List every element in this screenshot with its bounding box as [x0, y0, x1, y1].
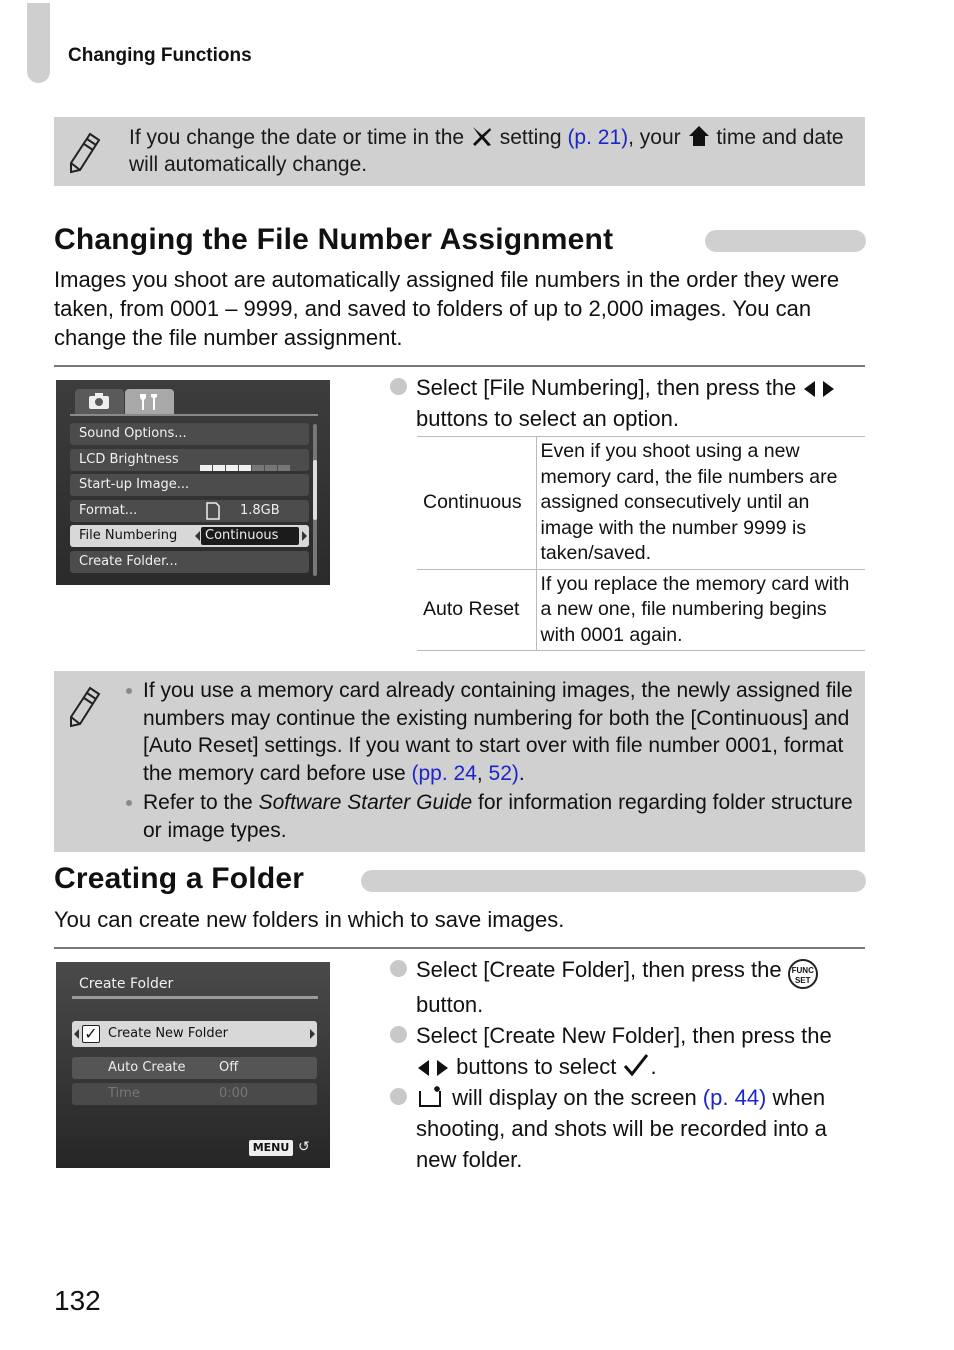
list-item — [124, 789, 853, 844]
left-right-buttons-icon — [802, 379, 836, 399]
menu-item-label: Sound Options... — [79, 426, 187, 441]
menu-item-label: Format... — [79, 503, 138, 518]
page-number: 132 — [54, 1285, 101, 1316]
menu-button-badge: MENU — [249, 1140, 293, 1156]
bullet-text: for information regarding folder structure or image types. — [143, 791, 853, 842]
pencil-icon — [68, 685, 102, 729]
menu-item-startup-image — [70, 474, 309, 496]
time-value: 0:00 — [219, 1086, 249, 1101]
guide-title: Software Starter Guide — [258, 791, 473, 814]
title-bar-decoration — [361, 870, 866, 892]
bullet-text: If you use a memory card already containing images, the newly assigned file numbers may continue the existing numbering for both the [Continuous] and [Auto Reset] settings. If you want to start over with file number 0001, format the memory card before use — [143, 679, 853, 785]
tools-icon — [125, 389, 174, 414]
menu-item-label: Time — [108, 1086, 140, 1101]
step-bullet — [390, 1026, 407, 1043]
right-arrow-icon — [310, 1029, 315, 1039]
menu-item-format — [70, 500, 309, 522]
screen-title: Create Folder — [79, 976, 174, 992]
bullet-text: . — [518, 761, 525, 785]
page-link-44[interactable]: (p. 44) — [702, 1085, 767, 1110]
note-bullet-list — [124, 677, 853, 846]
camera-screen-file-numbering — [56, 380, 330, 585]
step-bullet — [390, 960, 407, 977]
step-item — [388, 1082, 866, 1175]
steps-create-folder — [388, 954, 866, 1175]
checkmark-icon — [622, 1052, 650, 1078]
side-tab — [27, 3, 50, 83]
divider — [54, 365, 865, 367]
table-row — [417, 569, 865, 651]
step-text: buttons to select an option. — [416, 406, 679, 431]
step-item — [388, 1020, 866, 1082]
note-text — [129, 124, 853, 178]
tab-underline — [70, 414, 318, 416]
bullet-dot — [126, 688, 132, 694]
note-box-numbering — [54, 671, 865, 852]
divider — [54, 947, 865, 949]
table-row — [417, 437, 865, 570]
left-right-buttons-icon — [416, 1058, 450, 1078]
step-text: buttons to select — [450, 1054, 623, 1079]
brightness-bar — [200, 457, 296, 463]
section1-intro: Images you shoot are automatically assigned file numbers in the order they were taken, from 0001 – 9999, and saved to folders of up to 2,000 images. You can change the file number assignment. — [54, 267, 840, 350]
file-numbering-value: Continuous — [201, 527, 299, 545]
pencil-icon — [68, 131, 102, 175]
step-text: will display on the screen — [446, 1085, 703, 1110]
settings-tab — [125, 389, 174, 414]
step-text: button. — [416, 992, 484, 1017]
new-folder-icon — [416, 1085, 446, 1109]
step-bullet — [390, 1088, 407, 1105]
memory-card-icon — [206, 502, 220, 520]
auto-create-value: Off — [219, 1060, 239, 1075]
note-text-part: setting — [493, 126, 568, 149]
step-text: Select [File Numbering], then press the — [416, 375, 803, 400]
section2-intro: You can create new folders in which to save images. — [54, 907, 565, 932]
menu-item-label: Create New Folder — [108, 1026, 228, 1041]
world-clock-airplane-icon — [470, 124, 494, 148]
option-description: If you replace the memory card with a new one, file numbering begins with 0001 again. — [536, 569, 865, 651]
step-item — [388, 372, 866, 434]
return-icon: ↺ — [298, 1138, 310, 1154]
menu-item-time — [72, 1083, 317, 1105]
step-item — [388, 954, 866, 1020]
note-text-part: , your — [628, 126, 687, 149]
option-description: Even if you shoot using a new memory card, the file numbers are assigned consecutively until an image with the number 9999 is taken/saved. — [536, 437, 865, 570]
menu-item-sound-options — [70, 423, 309, 445]
running-head: Changing Functions — [68, 45, 252, 66]
menu-item-create-folder — [70, 551, 309, 573]
steps-file-numbering — [388, 372, 866, 434]
step-text: . — [650, 1054, 657, 1079]
menu-item-label: File Numbering — [79, 528, 178, 543]
page-link-21[interactable]: (p. 21) — [567, 126, 629, 149]
page-link[interactable]: (pp. — [411, 761, 454, 785]
menu-item-label: Auto Create — [108, 1060, 186, 1075]
bullet-dot — [126, 800, 132, 806]
title-bar-decoration — [705, 230, 866, 252]
note-box-date — [54, 117, 865, 186]
note-text-part: If you change the date or time in the — [129, 126, 470, 149]
camera-tab — [75, 389, 124, 414]
step-text: Select [Create Folder], then press the — [416, 957, 788, 982]
note-text-part: time and date will automatically change. — [129, 126, 844, 176]
menu-item-label: Start-up Image... — [79, 477, 190, 492]
screen-title-underline — [72, 996, 318, 999]
left-arrow-icon — [195, 531, 200, 541]
scrollbar-thumb — [313, 460, 317, 520]
home-icon — [687, 124, 711, 148]
right-arrow-icon — [302, 531, 307, 541]
section-title-file-number: Changing the File Number Assignment — [54, 223, 614, 256]
step-text: when shooting, and shots will be recorded into a new folder. — [416, 1085, 827, 1172]
option-name: Auto Reset — [417, 569, 536, 651]
menu-item-create-new-folder — [72, 1021, 317, 1047]
menu-item-lcd-brightness — [70, 449, 309, 471]
menu-item-file-numbering — [70, 525, 309, 547]
link-separator: , — [476, 761, 489, 785]
options-table — [417, 436, 865, 651]
menu-item-label: LCD Brightness — [79, 452, 179, 467]
menu-item-auto-create — [72, 1057, 317, 1079]
format-value: 1.8GB — [240, 503, 280, 518]
bullet-text: Refer to the — [143, 791, 259, 814]
camera-icon — [75, 389, 124, 414]
section-title-create-folder: Creating a Folder — [54, 862, 305, 895]
checkmark-icon: ✓ — [82, 1025, 100, 1043]
step-text: Select [Create New Folder], then press the — [416, 1023, 832, 1048]
page-link-24[interactable]: 24 — [453, 761, 477, 785]
step-bullet — [390, 378, 407, 395]
left-arrow-icon — [74, 1029, 79, 1039]
option-name: Continuous — [417, 437, 536, 570]
func-set-button-icon: FUNC SET — [788, 959, 818, 989]
page-link-52[interactable]: 52) — [488, 761, 519, 785]
camera-screen-create-folder — [56, 962, 330, 1168]
menu-item-label: Create Folder... — [79, 554, 178, 569]
list-item — [124, 677, 853, 787]
